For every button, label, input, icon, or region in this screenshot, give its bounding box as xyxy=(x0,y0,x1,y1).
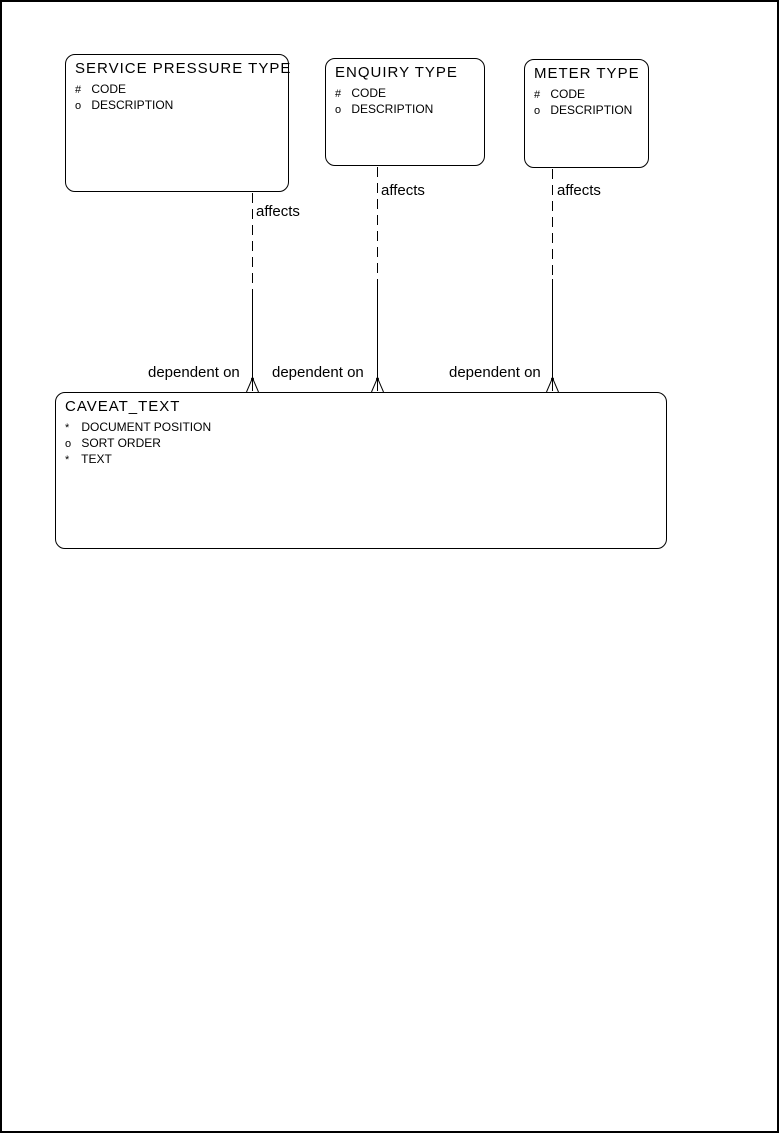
relationship-label-affects: affects xyxy=(256,203,300,220)
entity-title: ENQUIRY TYPE xyxy=(335,64,458,81)
entity-title: SERVICE PRESSURE TYPE xyxy=(75,60,292,77)
attribute-row xyxy=(335,102,476,118)
relationship-label-affects: affects xyxy=(381,182,425,199)
attribute-marker: o xyxy=(75,100,82,112)
attribute-name: CODE xyxy=(91,82,127,96)
attribute-row xyxy=(534,103,640,119)
attribute-marker: o xyxy=(335,104,342,116)
relationship-label-dependent-on: dependent on xyxy=(148,364,240,381)
attribute-marker: * xyxy=(65,422,70,434)
attribute-marker: # xyxy=(75,84,82,96)
attribute-name: CODE xyxy=(351,86,387,100)
entity-service-pressure-type[interactable] xyxy=(65,54,292,192)
attribute-row xyxy=(335,86,476,102)
entity-caveat-text[interactable] xyxy=(55,392,667,549)
entity-meter-type[interactable] xyxy=(524,59,649,168)
entity-enquiry-type[interactable] xyxy=(325,58,485,166)
attribute-name: CODE xyxy=(550,87,586,101)
attribute-row xyxy=(65,436,658,452)
relationship-label-dependent-on: dependent on xyxy=(272,364,364,381)
attribute-name: SORT ORDER xyxy=(81,436,161,450)
attribute-name: DESCRIPTION xyxy=(91,98,174,112)
attribute-marker: * xyxy=(65,454,70,466)
attribute-row xyxy=(534,87,640,103)
attribute-marker: # xyxy=(335,88,342,100)
attribute-name: DOCUMENT POSITION xyxy=(81,420,212,434)
relationship-label-dependent-on: dependent on xyxy=(449,364,541,381)
attribute-row xyxy=(75,82,280,98)
attribute-name: TEXT xyxy=(81,452,112,466)
attribute-name: DESCRIPTION xyxy=(550,103,633,117)
relationship-label-affects: affects xyxy=(557,182,601,199)
entity-title: METER TYPE xyxy=(534,65,640,82)
attribute-marker: # xyxy=(534,89,541,101)
attribute-marker: o xyxy=(534,105,541,117)
entity-title: CAVEAT_TEXT xyxy=(65,398,181,415)
attribute-row xyxy=(65,420,658,436)
attribute-row xyxy=(75,98,280,114)
attribute-marker: o xyxy=(65,438,72,450)
attribute-name: DESCRIPTION xyxy=(351,102,434,116)
attribute-row xyxy=(65,452,658,468)
